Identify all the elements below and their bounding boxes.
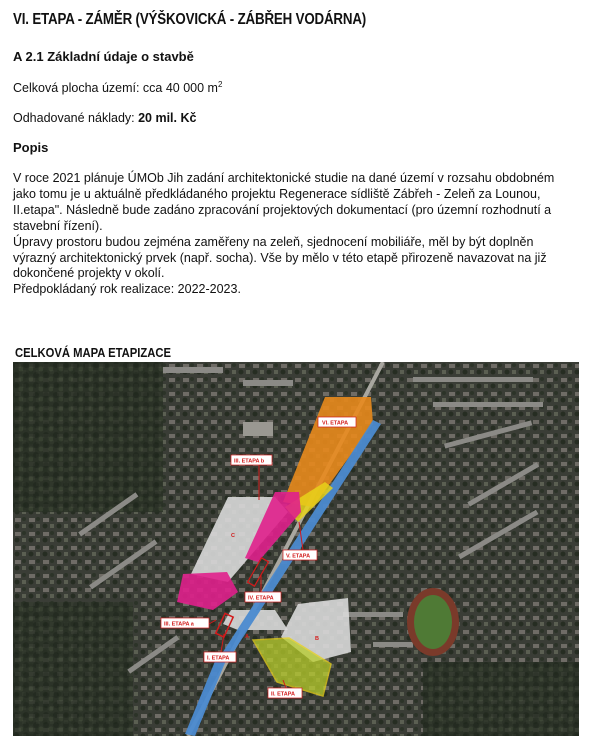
costs-value: 20 mil. Kč: [138, 111, 197, 125]
label-c: C: [231, 533, 235, 539]
area-label: Celková plocha území: cca 40 000 m: [13, 81, 218, 96]
label-a: A: [245, 634, 249, 640]
label-iii-a-text: III. ETAPA a: [164, 621, 194, 628]
popis-paragraph: Úpravy prostoru budou zejména zaměřeny na zeleň, sjednocení mobiliáře, měl by být doplněn výrazný architektonický prvek (např. socha). Vše by mělo v této etapě přirozeně navazovat na již dokončené projekty v okolí.: [13, 234, 547, 281]
label-iv: [245, 592, 281, 602]
label-i: [204, 652, 236, 662]
popis-text: [13, 171, 573, 298]
label-v-text: V. ETAPA: [286, 553, 311, 560]
forest-area: [13, 362, 163, 512]
map-title: CELKOVÁ MAPA ETAPIZACE: [15, 346, 172, 360]
label-iii-b-text: III. ETAPA b: [234, 458, 265, 465]
forest-area: [423, 662, 579, 736]
costs-line: [13, 111, 196, 125]
label-i-text: I. ETAPA: [207, 655, 230, 662]
area-line: [13, 80, 222, 95]
label-iii-a: [161, 618, 209, 628]
popis-heading: Popis: [13, 140, 49, 155]
area-sup: 2: [217, 80, 223, 89]
stadium: [407, 588, 459, 656]
label-iii-b: [231, 455, 272, 465]
label-v: [283, 550, 317, 560]
popis-paragraph: V roce 2021 plánuje ÚMOb Jih zadání architektonické studie na dané území v rozsahu obdobném jako tomu je u aktuálně předkládaného projektu Regenerace sídliště Zábřeh - Zeleň za Lounou, II.etapa". Následně bude zadáno zpracování projektových dokumentací (pro územní rozhodnutí a stavební řízení).: [13, 171, 555, 233]
label-vi-text: VI. ETAPA: [322, 420, 349, 427]
label-ii-text: II. ETAPA: [271, 691, 295, 698]
forest-area: [13, 602, 133, 736]
label-iv-text: IV. ETAPA: [248, 595, 274, 602]
page-title: VI. ETAPA - ZÁMĚR (VÝŠKOVICKÁ - ZÁBŘEH VODÁRNA): [13, 11, 367, 28]
etapization-map: [13, 362, 579, 736]
costs-label: Odhadované náklady:: [13, 111, 139, 125]
popis-paragraph: Předpokládaný rok realizace: 2022-2023.: [13, 282, 241, 297]
section-heading: A 2.1 Základní údaje o stavbě: [13, 49, 194, 64]
label-ii: [268, 688, 302, 698]
label-vi: [318, 417, 356, 427]
label-b: B: [315, 636, 319, 642]
